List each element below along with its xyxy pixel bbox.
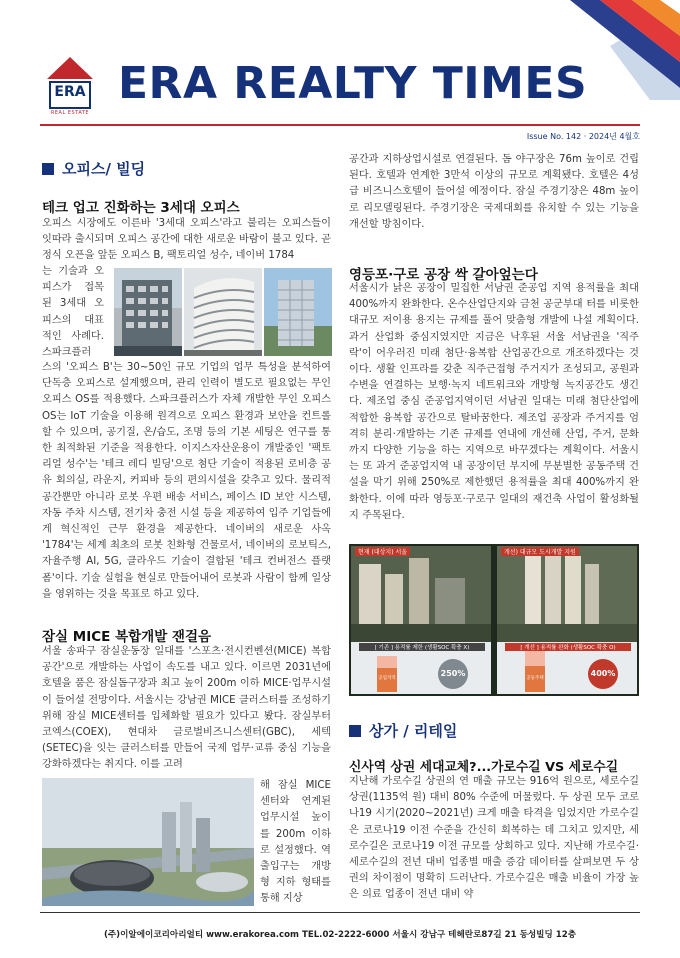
figure-right-tag: 개선) 대규모 도시개발 지원 bbox=[501, 547, 579, 556]
figure-right-value: 400% bbox=[590, 669, 616, 678]
square-bullet-icon bbox=[349, 725, 361, 737]
figure-left-bar-label: 공업지역 bbox=[378, 676, 396, 681]
article-sinsa-body: 지난해 가로수길 상권의 연 매출 규모는 916억 원으로, 세로수길 상권(1135억 원) 대비 80% 수준에 머물렀다. 두 상권 모두 코로나19 시기(2020~2021년) 크게 매출 타격을 입었지만 가로수길은 코로나19 이전 수준을 간신히 회복하는 데 그치고 있지만, 세로수길은 코로나19 이전 규모를 상회하고 있다. 지난해 가로수길·세로수길의 전년 대비 업종별 매출 증감 데이터를 살펴보면 두 상권의 차이점이 명확히 드러난다. 가로수길은 매출 비율이 가장 높은 의료 업종이 전년 대비 약 bbox=[349, 776, 639, 901]
redevelopment-comparison-figure bbox=[349, 544, 639, 696]
logo-roof-icon bbox=[47, 57, 93, 79]
office-photo-2 bbox=[184, 268, 262, 356]
footer-divider bbox=[40, 912, 640, 913]
headline-yeongdeungpo: 영등포·구로 공장 싹 갈아엎는다 bbox=[349, 267, 538, 283]
figure-right-caption: [ 개선 ] 용적률 완화 (생활SOC 확충 O) bbox=[505, 643, 631, 651]
article-office-body: 스의 '오피스 B'는 30~50인 규모 기업의 업무 특성을 분석하여 단독층 오피스로 설계했으며, 관리 인력이 별도로 필요없는 무인 오피스 OS를 적용했다. 스파크플러스가 자체 개발한 무인 오피스 OS는 IoT 기술을 이용해 원격으로 오피스 환경과 보안을 컨트롤 할 수 있으며, 공기질, 온/습도, 조명 등의 기본 세팅은 연구를 통한 최적화된 기준을 적용한다. 이지스자산운용이 개발중인 '팩토리얼 성수'는 '테크 레디 빌딩'으로 첨단 기술이 적용된 로비층 공유 회의실, 라운지, 커피바 등의 편의시설을 갖추고 있다. 물리적 공간뿐만 아니라 로봇 우편 배송 서비스, 페이스 ID 보안 시스템, 자동 주차 시스템, 전기차 충전 시설 등을 제공하여 입주 기업들에게 혁신적인 근무 환경을 제공한다. 네이버의 새로운 사옥 '1784'는 세계 최초의 로봇 친화형 건물로서, 네이버의 로보틱스, 자율주행 AI, 5G, 클라우드 기술이 결합된 '테크 컨버전스 플랫폼'이다. 기술 실험을 현실로 만들어내어 로봇과 사람이 함께 일상을 영위하는 것을 목표로 하고 있다. bbox=[42, 362, 331, 600]
office-photo-3 bbox=[264, 268, 332, 356]
issue-number: Issue No. 142 · 2024년 4월호 bbox=[526, 132, 640, 141]
article-mice-continued: 공간과 지하상업시설로 연결된다. 돔 야구장은 76m 높이로 건립된다. 호텔과 연계한 3만석 이상의 규모로 계획됐다. 호텔은 4성급 비즈니스호텔이 들어설 예정이다. 잠실 주경기장은 48m 높이로 리모델링된다. 주경기장은 국제대회를 유치할 수 있는 기능을 개선할 방침이다. bbox=[349, 154, 639, 230]
header-divider bbox=[40, 124, 640, 126]
jamsil-rendering-photo bbox=[42, 778, 254, 906]
article-mice-intro: 서울 송파구 잠실운동장 일대를 '스포츠·전시컨벤션(MICE) 복합공간'으로 개발하는 사업이 속도를 내고 있다. 이르면 2031년에 호텔을 품은 잠실돔구장과 최고 높이 200m 이하 MICE·업무시설이 들어설 전망이다. 서울시는 강남권 MICE 클러스터를 조성하기 위해 잠실 MICE센터를 입체화할 필요가 있다고 봤다. 잠실부터 코엑스(COEX), 현대차 글로벌비즈니스센터(GBC), 세텍(SETEC)을 잇는 클러스터를 만들어 국제 업무·교류 중심 기능을 강화하겠다는 취지다. 이를 고려 bbox=[42, 646, 331, 771]
article-mice-side: 해 잠실 MICE 센터와 연계된 업무시설 높이를 200m 이하로 설정했다. 역 출입구는 개방형 지하 형태를 통해 지상 bbox=[260, 780, 331, 905]
footer-contact: (주)이알에이코리아리얼티 www.erakorea.com TEL.02-2222-6000 서울시 강남구 테헤란로87길 21 동성빌딩 12층 bbox=[103, 930, 577, 940]
figure-left-value: 250% bbox=[440, 669, 466, 678]
article-office-side: 는 기술과 오피스가 접목된 3세대 오피스의 대표적인 사례다. 스파크플러 bbox=[42, 266, 104, 359]
figure-right-bar-label: 공동주택 bbox=[526, 676, 544, 681]
article-office-intro: 오피스 시장에도 이른바 '3세대 오피스'라고 불리는 오피스들이 잇따라 출시되며 오피스 공간에 대한 새로운 바람이 불고 있다. 곧 정식 오픈을 앞둔 오피스 B, 팩토리얼 성수, 네이버 1784 bbox=[42, 218, 331, 262]
square-bullet-icon bbox=[42, 163, 54, 175]
headline-jamsil-mice: 잠실 MICE 복합개발 잰걸음 bbox=[42, 629, 212, 645]
headline-3rd-gen-office: 테크 업고 진화하는 3세대 오피스 bbox=[42, 200, 240, 216]
figure-left-caption: [ 기존 ] 용적률 제한 (생활SOC 확충 X) bbox=[359, 643, 485, 651]
article-yeongdeungpo-body: 서울시가 낡은 공장이 밀집한 서남권 준공업 지역 용적률을 최대 400%까지 완화한다. 온수산업단지와 금천 공군부대 터를 비롯한 대규모 저이용 용지는 규제를 풀어 맞춤형 개발에 나설 계획이다. 과거 산업화 중심지였지만 지금은 낙후된 서울 서남권을 '직주락'이 어우러진 미래 첨단·융복합 산업공간으로 개조하겠다는 것이다. 생활 인프라를 갖춘 직주근접형 주거지가 조성되고, 공원과 수변을 연결하는 보행·녹지 네트워크와 개방형 녹지공간도 생긴다. 제조업 중심 준공업지역이던 서남권 일대는 미래 첨단산업에 적합한 융복합 공간으로 탈바꿈한다. 제조업 공장과 주거지를 엄격히 분리·개발하는 기존 규제를 연내에 개선해 산업, 주거, 문화까지 다양한 기능을 하는 지역으로 바꾸겠다는 계획이다. 서울시는 또 과거 준공업지역 내 공장이던 부지에 무분별한 공동주택 건설을 막기 위해 250%로 제한했던 용적률을 최대 400%까지 완화한다. 이에 따라 영등포·구로구 일대의 재건축 사업이 활성화될지 주목된다. bbox=[349, 283, 639, 521]
office-photo-1 bbox=[114, 268, 182, 356]
headline-sinsa: 신사역 상권 세대교체?...가로수길 VS 세로수길 bbox=[349, 760, 619, 775]
section-heading-retail: 상가 / 리테일 bbox=[349, 720, 457, 741]
logo-text: ERA bbox=[54, 84, 86, 100]
era-logo bbox=[47, 57, 93, 125]
figure-left-tag: 현재 (대상지) 서울 bbox=[355, 547, 410, 556]
logo-subtext: REAL ESTATE bbox=[50, 110, 90, 116]
section-heading-office: 오피스/ 빌딩 bbox=[42, 158, 145, 179]
newspaper-title: ERA REALTY TIMES bbox=[118, 58, 588, 109]
